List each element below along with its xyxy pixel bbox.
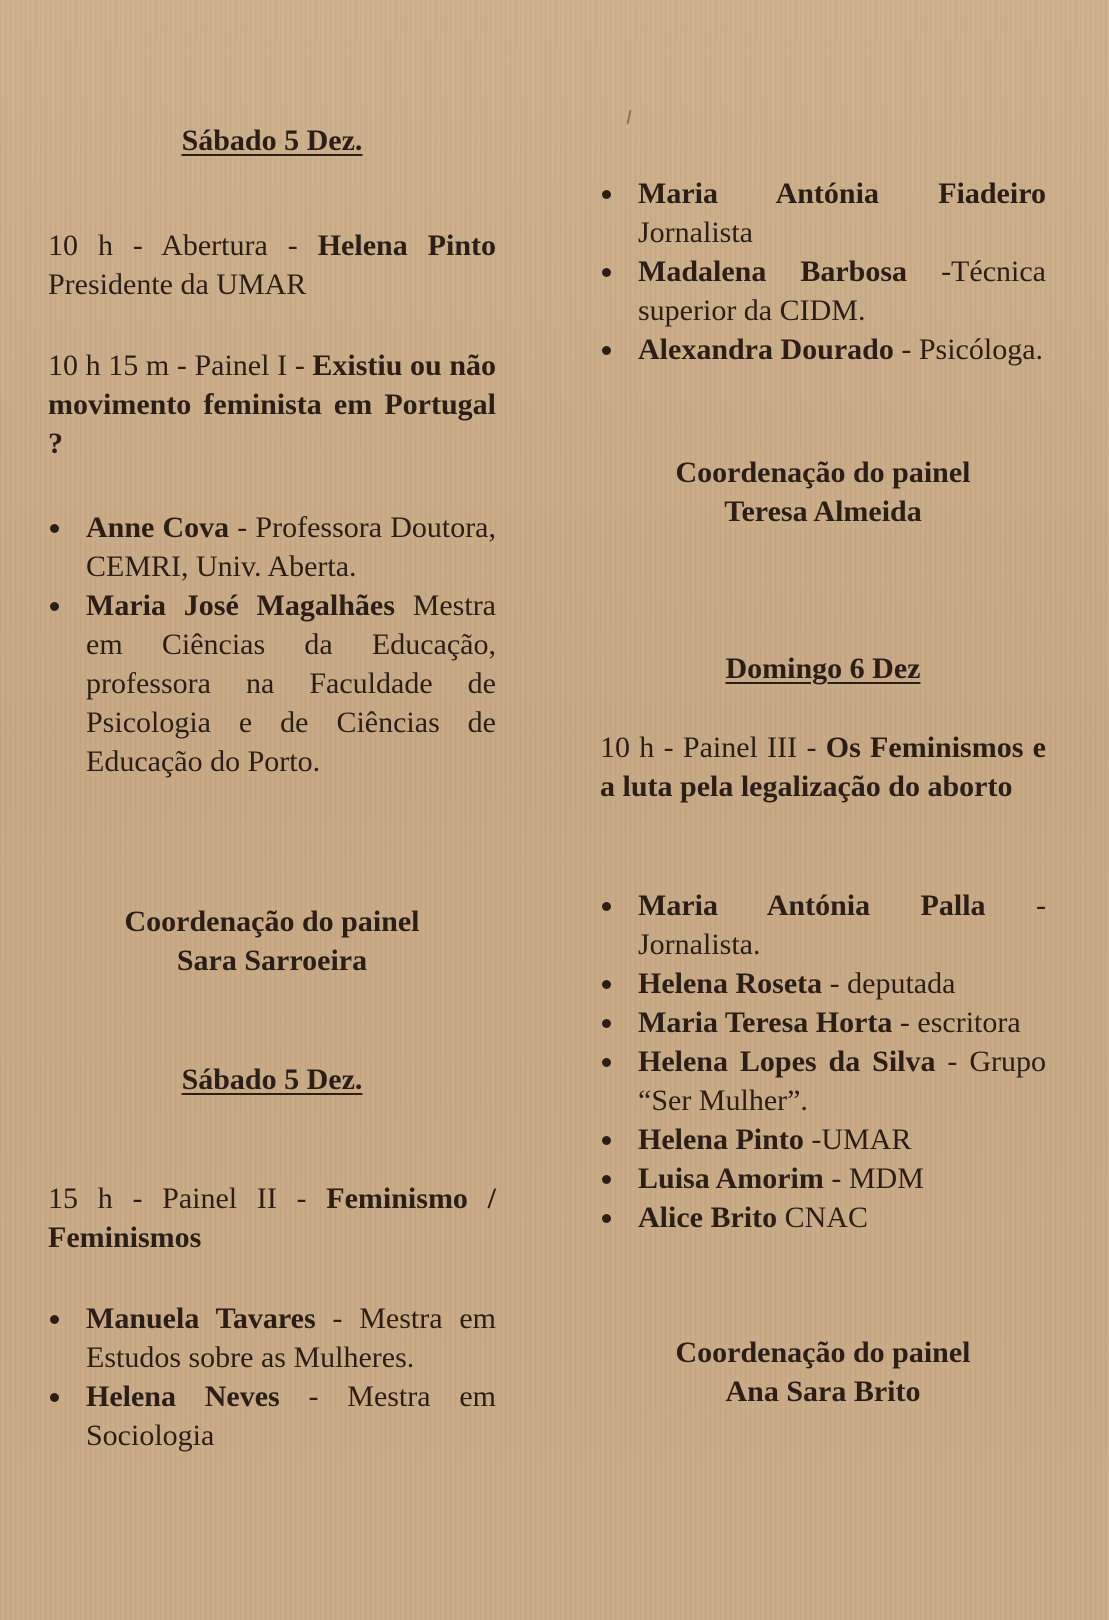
speaker-desc: - Psicóloga. — [893, 333, 1044, 366]
coordinator-name: Sara Sarroeira — [176, 944, 368, 977]
bullet-icon — [50, 524, 59, 533]
speaker-item — [600, 1159, 1046, 1198]
speaker-desc: - Jornalista. — [638, 889, 1046, 961]
speaker-item — [48, 586, 496, 781]
speaker-desc: - deputada — [822, 967, 956, 1000]
bullet-icon — [602, 980, 611, 989]
panel3-header — [600, 728, 1046, 806]
panel1-coordination — [48, 902, 496, 980]
speaker-name: Maria Antónia Palla — [638, 889, 986, 922]
panel2-header — [48, 1179, 496, 1257]
bullet-icon — [602, 1214, 611, 1223]
day2-heading: Domingo 6 Dez — [725, 652, 921, 685]
panel3-time: 10 h - Painel III - — [600, 731, 826, 764]
panel1-header — [48, 346, 496, 463]
speaker-item — [600, 1003, 1046, 1042]
speaker-desc: - Grupo “Ser Mulher”. — [638, 1045, 1046, 1117]
speaker-desc: - Professora Doutora, CEMRI, Univ. Aberta. — [86, 511, 496, 583]
bullet-icon — [50, 1315, 59, 1324]
panel1-time: 10 h 15 m - Painel I - — [48, 349, 313, 382]
panel2-time: 15 h - Painel II - — [48, 1182, 327, 1215]
bullet-icon — [602, 902, 611, 911]
speaker-item — [600, 330, 1046, 369]
speaker-name: Alice Brito — [638, 1201, 778, 1234]
speaker-item — [600, 886, 1046, 964]
day1-heading: Sábado 5 Dez. — [181, 124, 363, 157]
day1b-heading: Sábado 5 Dez. — [181, 1063, 363, 1096]
coordinator-name: Ana Sara Brito — [725, 1375, 921, 1408]
paper-mark — [627, 110, 632, 124]
opening-speaker: Helena Pinto — [317, 229, 496, 262]
speaker-name: Helena Roseta — [638, 967, 823, 1000]
speaker-desc: - escritora — [892, 1006, 1021, 1039]
bullet-icon — [602, 1058, 611, 1067]
speaker-name: Luisa Amorim — [638, 1162, 824, 1195]
panel2-coordination — [600, 453, 1046, 531]
speaker-name: Helena Neves — [86, 1380, 280, 1413]
speaker-desc: Jornalista — [638, 216, 753, 249]
speaker-item — [48, 1377, 496, 1455]
speaker-name: Manuela Tavares — [86, 1302, 316, 1335]
coordination-label: Coordenação do painel — [675, 1336, 971, 1369]
panel2-speakers-continued — [600, 174, 1046, 369]
speaker-item — [600, 1120, 1046, 1159]
bullet-icon — [602, 1175, 611, 1184]
bullet-icon — [602, 1136, 611, 1145]
speaker-name: Anne Cova — [86, 511, 230, 544]
opening-session — [48, 226, 496, 304]
speaker-desc: CNAC — [777, 1201, 868, 1234]
panel1-title: Existiu ou não movimento feminista em Portugal ? — [48, 349, 497, 460]
coordination-label: Coordenação do painel — [124, 905, 420, 938]
opening-role: Presidente da UMAR — [48, 268, 307, 301]
speaker-item — [48, 508, 496, 586]
speaker-name: Maria José Magalhães — [86, 589, 395, 622]
bullet-icon — [602, 1019, 611, 1028]
panel2-speakers — [48, 1299, 496, 1455]
speaker-item — [600, 174, 1046, 252]
bullet-icon — [50, 602, 59, 611]
speaker-name: Maria Antónia Fiadeiro — [638, 177, 1046, 210]
bullet-icon — [602, 190, 611, 199]
bullet-icon — [602, 346, 611, 355]
opening-time: 10 h - Abertura - — [48, 229, 318, 262]
speaker-item — [48, 1299, 496, 1377]
coordination-label: Coordenação do painel — [675, 456, 971, 489]
speaker-desc: - MDM — [823, 1162, 924, 1195]
bullet-icon — [602, 268, 611, 277]
panel3-title: Os Feminismos e a luta pela legalização do aborto — [600, 731, 1047, 803]
bullet-icon — [50, 1393, 59, 1402]
panel3-speakers — [600, 886, 1046, 1237]
speaker-desc: - Mestra em Sociologia — [86, 1380, 496, 1452]
speaker-item — [600, 252, 1046, 330]
speaker-item — [600, 1198, 1046, 1237]
speaker-desc: -UMAR — [803, 1123, 912, 1156]
speaker-name: Alexandra Dourado — [638, 333, 894, 366]
speaker-item — [600, 964, 1046, 1003]
speaker-desc: -Técnica superior da CIDM. — [638, 255, 1046, 327]
speaker-desc: Mestra em Ciências da Educação, professora na Faculdade de Psicologia e de Ciências de Educação do Porto. — [86, 589, 496, 778]
speaker-name: Maria Teresa Horta — [638, 1006, 893, 1039]
speaker-name: Helena Lopes da Silva — [638, 1045, 936, 1078]
speaker-desc: - Mestra em Estudos sobre as Mulheres. — [86, 1302, 496, 1374]
coordinator-name: Teresa Almeida — [724, 495, 922, 528]
speaker-name: Helena Pinto — [638, 1123, 804, 1156]
speaker-name: Madalena Barbosa — [638, 255, 908, 288]
speaker-item — [600, 1042, 1046, 1120]
panel3-coordination — [600, 1333, 1046, 1411]
panel2-title: Feminismo / Feminismos — [48, 1182, 496, 1254]
panel1-speakers — [48, 508, 496, 781]
